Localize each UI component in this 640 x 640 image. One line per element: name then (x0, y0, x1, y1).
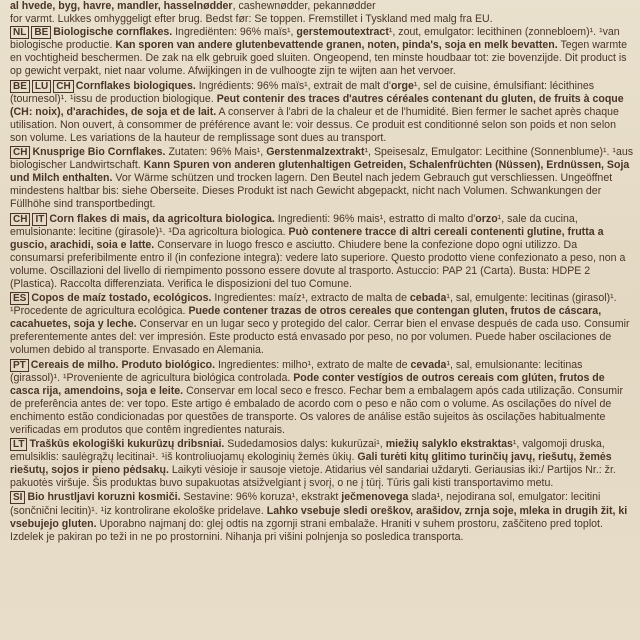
body-text: slada¹, nejodirana sol, emulgator: lecitini (sončnični lecitin)¹. ¹iz kontrolirane ekološke pridelave. (10, 491, 601, 517)
body-text: Conservar em local seco e fresco. Fechar bem a embalagem após cada utilização. Consumir de preferência antes de: ver topo. Este artigo é embalado de acordo com o peso e não com o volume. As oscilações do nível de enchimento estão condicionadas por questões de transporte. Os valores de análise estão sujeitos às oscilações habitualmente verificadas em produtos que contêm ingredientes naturais. (10, 384, 623, 436)
top-text (10, 0, 634, 26)
country-code-badge: LT (10, 438, 27, 451)
allergen-text: Pode conter vestígios de outros cereais com glúten, frutos de casca rija, amendoins, soja e leite. (10, 371, 605, 397)
body-text: Ingredienti: 96% mais¹, estratto di malto d' (274, 212, 476, 225)
body-text: Ingrediënten: 96% maïs¹, (172, 26, 297, 39)
language-section (10, 359, 634, 438)
allergen-text: ječmenovega (341, 491, 409, 504)
body-text: ¹, sale da cucina, emulsionante: lecitine (girasole)¹. ¹Da agricoltura biologica. (10, 212, 578, 238)
body-text: ¹, valgomoji druska, emulsiklis: saulėgrąžų lecitinai¹. ¹iš kontroliuojamų ekologinių žemės ūkių. (10, 438, 605, 464)
language-section (10, 292, 634, 357)
allergen-text: Lahko vsebuje sledi oreškov, arašidov, zrnja soje, mleka in drugih žit, ki vsebujejo gluten. (10, 504, 628, 530)
allergen-text: Puede contener trazas de otros cereales que contengan gluten, frutos de cáscara, cacahuetes, soja y leche. (10, 305, 602, 331)
country-code-badge: CH (10, 213, 30, 226)
allergen-text: gerstemoutextract (296, 26, 389, 39)
allergen-text: Kann Spuren von anderen glutenhaltigen Getreiden, Schalenfrüchten (Nüssen), Erdnüssen, Soja und Milch enthalten. (10, 159, 630, 185)
product-name: Corn flakes di mais, da agricoltura biologica. (49, 212, 275, 225)
body-text: ¹, sal, emulgente: lecitinas (girasol)¹. ¹Procedente de agricultura ecológica. (10, 292, 617, 318)
body-text: Laikyti vėsioje ir sausoje vietoje. Atidarius vėl sandariai uždaryti. Geriausias iki:/ Partijos Nr.: žr. pakuotės viršuje. Šis produktas buvo supakuotas atsižvelgiant į svorį, o ne į tūrį. Tūris gali kisti transportavimo metu. (10, 464, 616, 490)
body-text: Ingredientes: maíz¹, extracto de malta de (211, 292, 410, 305)
top-line-1-rest: , cashewnødder, pekannødder (232, 0, 376, 12)
allergen-text: Può contenere tracce di altri cereali contenenti glutine, frutta a guscio, arachidi, soia e latte. (10, 225, 604, 251)
body-text: Sestavine: 96% koruza¹, ekstrakt (180, 491, 342, 504)
body-text: Ingredientes: milho¹, extrato de malte de (215, 358, 411, 371)
country-code-badge: SI (10, 491, 25, 504)
top-line-1-bold: al hvede, byg, havre, mandler, hasselnødder (10, 0, 233, 12)
body-text: Sudedamosios dalys: kukurūzai¹, (224, 438, 386, 451)
body-text: Zutaten: 96% Mais¹, (165, 146, 267, 159)
allergen-text: cebada (409, 292, 447, 305)
body-text: Vor Wärme schützen und trocken lagern. Den Beutel nach jedem Gebrauch gut verschliessen. Ungeöffnet mindestens haltbar bis: siehe Oberseite. Dieses Produkt ist nach Gewicht abgepackt, nicht nach Volumen. Schwankungen der Füllhöhe sind transportbedingt. (10, 172, 613, 211)
country-code-badge: BE (31, 26, 51, 39)
body-text: ¹, sel de cuisine, émulsifiant: lécithines (tournesol)¹. ¹issu de production biologique. (10, 79, 595, 105)
language-sections (10, 26, 634, 544)
language-section (10, 491, 634, 543)
language-section (10, 80, 634, 145)
language-section (10, 438, 634, 490)
country-code-badge: IT (32, 213, 47, 226)
allergen-text: orzo (475, 212, 498, 225)
body-text: ¹, sal, emulsionante: lecitinas (girassol)¹. ¹Proveniente de agricultura biológica controlada. (10, 358, 583, 384)
body-text: Conservar en un lugar seco y protegido del calor. Cerrar bien el envase después de cada uso. Consumir preferentemente antes del: ver impresión. Este producto está envasado por peso, no por volumen. Puede haber oscilaciones de volumen debido al transporte. Envasado en Alemania. (10, 318, 630, 357)
product-name: Knusprige Bio Cornflakes. (32, 146, 166, 159)
product-name: Biologische cornflakes. (53, 26, 173, 39)
allergen-text: cevada (410, 358, 447, 371)
body-text: Ingrédients: 96% maïs¹, extrait de malt d' (195, 79, 391, 92)
allergen-text: Kan sporen van andere glutenbevattende granen, noten, pinda's, soja en melk bevatten. (115, 39, 558, 52)
top-line-2: for varmt. Lukkes omhyggeligt efter brug. Bedst før: Se toppen. Fremstillet i Tyskland med malg fra EU. (10, 13, 493, 26)
body-text: Uporabno najmanj do: glej odtis na zgornji strani embalaže. Hraniti v suhem prostoru, zaščiteno pred toplot. Izdelek je pakiran po teži in ne po prostornini. Nihanja pri višini polnjenja so posledica transporta. (10, 517, 603, 543)
country-code-badge: PT (10, 359, 29, 372)
product-name: Bio hrustljavi koruzni kosmiči. (27, 491, 181, 504)
body-text: Conservare in luogo fresco e asciutto. Chiudere bene la confezione dopo ogni utilizzo. Da consumarsi preferibilmente entro il (in confezione integra): vedere lato superiore. Questo prodotto viene confezionato a peso, non a volume. Oscillazioni del livello di riempimento possono essere dovute al trasporto. Astuccio: PAP 21 (Carta). Busta: HDPE 2 (Plastica). Raccolta differenziata. Verifica le disposizioni del tuo Comune. (10, 238, 626, 290)
body-text: Tegen warmte en vochtigheid beschermen. De zak na elk gebruik goed sluiten. Ongeopend, ten minste houdbaar tot: zie bovenzijde. Dit product is op gewicht verpakt, niet naar volume. Afwijkingen in de vulhoogte zijn te wijten aan het vervoer. (10, 39, 627, 78)
country-code-badge: LU (32, 80, 51, 93)
country-code-badge: CH (10, 146, 30, 159)
country-code-badge: ES (10, 292, 29, 305)
body-text: A conserver à l'abri de la chaleur et de l'humidité. Bien fermer le sachet après chaque utilisation. Non ouvert, à consommer de préférence avant le: voir dessus. Ce produit est conditionné selon son poids et non selon son volume. Les variations de la hauteur de remplissage sont dues au transport. (10, 105, 619, 144)
product-name: Copos de maíz tostado, ecológicos. (31, 292, 212, 305)
allergen-text: orge (390, 79, 414, 92)
allergen-text: Gerstenmalzextrakt (266, 146, 365, 159)
country-code-badge: NL (10, 26, 29, 39)
product-name: Cornflakes biologiques. (75, 79, 196, 92)
language-section (10, 213, 634, 292)
language-section (10, 26, 634, 78)
body-text: ¹, Speisesalz, Emulgator: Lecithine (Sonnenblume)¹. ¹aus biologischer Landwirtschaft. (10, 146, 634, 172)
country-code-badge: BE (10, 80, 30, 93)
allergen-text: Gali turėti kitų glitimo turinčių javų, riešutų, žemės riešutų, sojos ir pieno pėdsakų. (10, 451, 612, 477)
body-text: ¹, zout, emulgator: lecithinen (zonnebloem)¹. ¹van biologische productie. (10, 26, 620, 52)
product-name: Traškūs ekologiški kukurūzų dribsniai. (29, 438, 225, 451)
country-code-badge: CH (53, 80, 73, 93)
language-section (10, 146, 634, 211)
allergen-text: Peut contenir des traces d'autres céréales contenant du gluten, de fruits à coque (CH: noix), d'arachides, de soja et de lait. (10, 92, 624, 118)
product-name: Cereais de milho. Produto biológico. (30, 358, 216, 371)
allergen-text: miežių salyklo ekstraktas (385, 438, 513, 451)
